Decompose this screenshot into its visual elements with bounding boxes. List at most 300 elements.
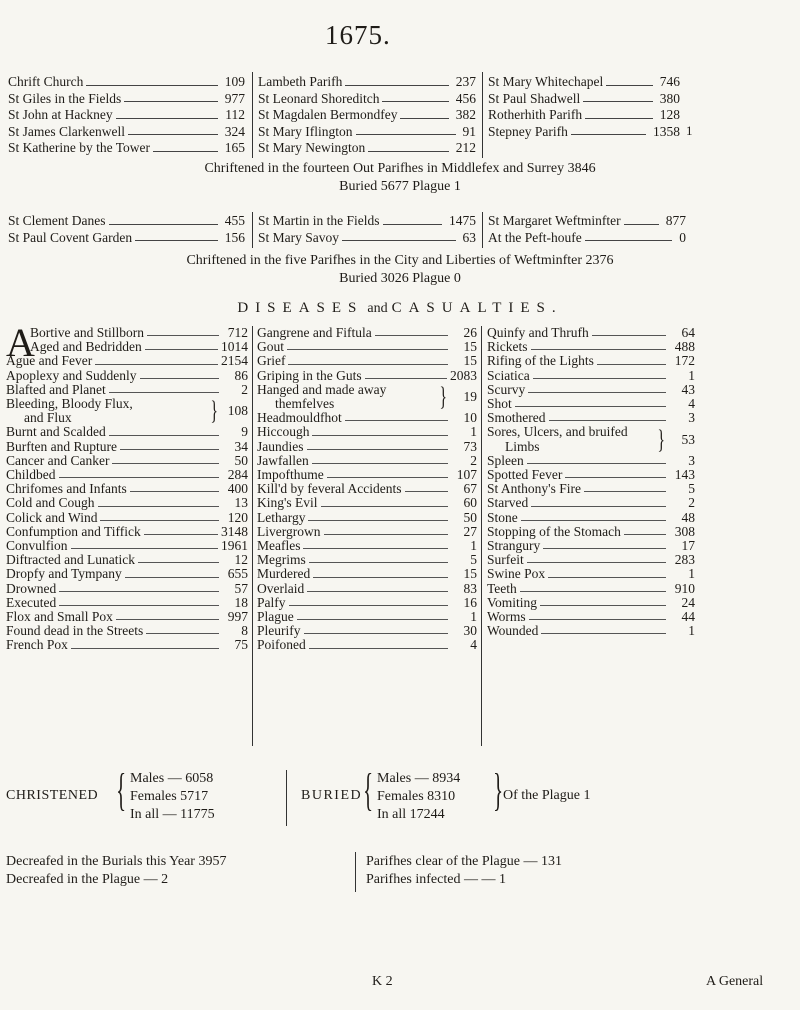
disease-row [6,425,248,439]
disease-row [6,638,248,652]
disease-value: 12 [234,552,248,568]
disease-value: 400 [227,481,248,497]
disease-row [257,525,477,539]
leader-dash [297,619,448,620]
parish-row [8,124,245,141]
parish-row [258,124,476,141]
leader-dash [375,335,448,336]
disease-row [487,369,695,383]
disease-value: 19 [463,389,477,405]
drop-cap: A [6,320,35,365]
year-heading: 1675. [325,20,391,50]
divider [482,72,483,158]
buried-all: In all 17244 [377,807,445,822]
disease-row [257,440,477,454]
disease-value: 3148 [221,523,248,539]
leader-dash [140,378,220,379]
disease-row [6,582,248,596]
disease-row [257,468,477,482]
parish-value: 63 [462,229,476,245]
disease-name: Rifing of the Lights [487,353,594,369]
christened-males: Males — 6058 [130,771,214,786]
disease-row [487,326,695,340]
disease-name: Burnt and Scalded [6,424,106,440]
disease-name-cont: and Flux [24,410,72,426]
disease-row [257,411,477,425]
disease-name: Overlaid [257,580,305,596]
leader-dash [125,577,219,578]
disease-value: 15 [463,566,477,582]
disease-row [6,567,248,581]
disease-name: King's Evil [257,495,318,511]
disease-row [487,567,695,581]
disease-row [257,326,477,340]
disease-name: Spleen [487,452,524,468]
disease-row [6,340,248,354]
leader-dash [624,213,659,225]
leader-dash [345,74,448,86]
disease-row [6,553,248,567]
disease-row [257,582,477,596]
leader-dash [515,406,666,407]
disease-value: 10 [463,410,477,426]
disease-value: 53 [681,431,695,447]
parish-name: St Paul Covent Garden [8,229,133,245]
disease-name: Stone [487,509,518,525]
disease-name: Convulfion [6,538,68,554]
parish-row [8,74,245,91]
disease-value: 50 [463,509,477,525]
disease-name: Spotted Fever [487,467,563,483]
disease-name: Gangrene and Fiftula [257,325,372,340]
catchword: A General [706,974,764,989]
parish-name: St Mary Savoy [258,229,339,245]
disease-value: 34 [234,438,248,454]
leader-dash [584,491,666,492]
leader-dash [309,562,448,563]
disease-value: 86 [234,367,248,383]
disease-row [6,610,248,624]
disease-name: Griping in the Guts [257,367,362,383]
disease-value: 143 [674,467,695,483]
disease-name: Swine Pox [487,566,546,582]
disease-name: Apoplexy and Suddenly [6,367,137,383]
parish-row [258,213,476,230]
leader-dash [288,364,448,365]
disease-name: Chrifomes and Infants [6,481,127,497]
disease-value: 1 [470,424,477,440]
leader-dash [527,463,666,464]
brace: } [210,396,218,426]
disease-name: Shot [487,396,512,412]
disease-row [6,440,248,454]
parish-value: 382 [455,107,476,122]
parish-row [258,74,476,91]
disease-name: Scurvy [487,381,526,397]
leader-dash [585,230,673,242]
decreased-burials: Decreafed in the Burials this Year 3957 [6,854,227,869]
disease-row [487,340,695,354]
disease-value: 83 [463,580,477,596]
disease-value: 64 [681,325,695,340]
parish-row [8,107,245,124]
disease-row [257,425,477,439]
disease-value: 3 [688,452,695,468]
parish-name: St John at Hackney [8,107,113,122]
disease-name: Surfeit [487,552,524,568]
leader-dash [324,534,449,535]
parish-value: 212 [455,140,476,155]
leader-dash [383,213,443,225]
disease-value: 18 [234,594,248,610]
disease-row [257,511,477,525]
parish-row [488,74,680,91]
stepney-extra: 1 [686,123,693,138]
buried-females: Females 8310 [377,789,456,804]
leader-dash [138,562,219,563]
parish-value: 109 [224,74,245,89]
parish-row [8,140,245,157]
parish-value: 877 [665,213,686,228]
leader-dash [541,633,666,634]
disease-row [6,369,248,383]
parish-value: 156 [224,229,245,245]
disease-name: Lethargy [257,509,306,525]
leader-dash [86,74,217,86]
disease-value: 16 [463,594,477,610]
disease-value: 910 [674,580,695,596]
leader-dash [289,605,449,606]
disease-row [487,525,695,539]
parish-value: 237 [455,74,476,89]
disease-value: 1 [688,566,695,582]
leader-dash [533,378,666,379]
disease-value: 5 [688,481,695,497]
disease-value: 1 [470,609,477,625]
buried-plague: Of the Plague 1 [503,788,591,803]
disease-value: 172 [674,353,695,369]
leader-dash [109,392,219,393]
disease-value: 655 [227,566,248,582]
leader-dash [303,548,448,549]
parish-name: St Paul Shadwell [488,90,581,106]
disease-name: Cold and Cough [6,495,95,511]
diseases-col-3 [487,326,695,638]
divider [286,770,287,826]
parish-row [8,91,245,108]
parish-value: 456 [455,90,476,106]
disease-name: Burften and Rupture [6,438,117,454]
disease-name: Diftracted and Lunatick [6,552,135,568]
disease-row [6,511,248,525]
buried-brace-right: } [493,764,504,815]
parish-value: 324 [224,123,245,139]
disease-row [6,596,248,610]
parishes-clear: Parifhes clear of the Plague — 131 [366,854,562,869]
leader-dash [527,562,666,563]
disease-name: Grief [257,353,286,369]
disease-row [487,539,695,553]
disease-name: Executed [6,594,57,610]
parish-value: 128 [659,107,680,122]
out-parishes-col-3 [488,74,680,140]
parish-name: Chrift Church [8,74,84,89]
parish-value: 91 [462,123,476,139]
disease-value: 488 [674,339,695,355]
parish-value: 977 [224,90,245,106]
disease-name: Jawfallen [257,452,309,468]
disease-name: Found dead in the Streets [6,623,144,639]
disease-value: 712 [227,325,248,340]
disease-value: 5 [470,552,477,568]
leader-dash [95,364,218,365]
brace: } [439,382,447,412]
parish-name: St Magdalen Bermondfey [258,107,398,122]
disease-name: Colick and Wind [6,509,98,525]
disease-name: Stopping of the Stomach [487,523,621,539]
disease-row [6,525,248,539]
leader-dash [309,648,448,649]
disease-name: Livergrown [257,523,321,539]
parish-name: Stepney Parifh [488,123,568,139]
disease-value: 2083 [450,367,477,383]
heading-casualties: CASUALTIES. [391,300,563,316]
leader-dash [144,534,218,535]
disease-row [487,624,695,638]
christened-females: Females 5717 [130,789,209,804]
divider [481,326,482,746]
parish-row [488,230,686,247]
out-parishes-col-1 [8,74,245,157]
disease-value: 48 [681,509,695,525]
christened-label: CHRISTENED [6,788,99,803]
disease-name: Quinfy and Thrufh [487,325,589,340]
disease-row [487,511,695,525]
diseases-col-2 [257,326,477,653]
leader-dash [124,91,217,103]
disease-name: Hanged and made away [257,381,387,397]
leader-dash [109,435,219,436]
disease-row [487,596,695,610]
disease-value: 4 [688,396,695,412]
parish-name: St Martin in the Fields [258,213,380,228]
parish-row [488,213,686,230]
disease-value: 3 [688,410,695,426]
disease-value: 308 [674,523,695,539]
disease-value: 120 [227,509,248,525]
disease-value: 1961 [221,538,248,554]
disease-row [487,468,695,482]
leader-dash [128,124,218,136]
disease-row [487,610,695,624]
leader-dash [146,633,219,634]
disease-row [487,454,695,468]
disease-row [257,539,477,553]
parish-name: St Leonard Shoreditch [258,90,380,106]
disease-row [487,582,695,596]
disease-name: Hiccough [257,424,310,440]
leader-dash [327,477,448,478]
disease-value: 8 [241,623,248,639]
disease-name: Sores, Ulcers, and bruifed [487,424,628,440]
disease-name: Jaundies [257,438,304,454]
christened-all: In all — 11775 [130,807,215,822]
disease-name: French Pox [6,637,68,653]
disease-name: Strangury [487,538,541,554]
leader-dash [548,577,666,578]
parish-name: St Margaret Weftminfter [488,213,621,228]
disease-name: Flox and Small Pox [6,609,113,625]
disease-name: Ague and Fever [6,353,93,369]
leader-dash [405,491,448,492]
disease-row [6,397,248,425]
disease-value: 108 [227,403,248,419]
parish-row [488,124,680,141]
leader-dash [597,364,666,365]
disease-name: Aged and Bedridden [30,339,142,355]
disease-name: Gout [257,339,284,355]
disease-name: Dropfy and Tympany [6,566,122,582]
disease-value: 107 [456,467,477,483]
parish-row [8,213,245,230]
leader-dash [606,74,653,86]
disease-value: 24 [681,594,695,610]
disease-row [257,596,477,610]
leader-dash [365,378,447,379]
disease-value: 15 [463,353,477,369]
leader-dash [112,463,219,464]
disease-name: Confumption and Tiffick [6,523,141,539]
disease-name: Headmouldfhot [257,410,342,426]
disease-name: Blafted and Planet [6,381,106,397]
parish-row [258,140,476,157]
divider [355,852,356,892]
disease-row [487,397,695,411]
leader-dash [59,477,220,478]
disease-value: 284 [227,467,248,483]
disease-value: 1 [470,538,477,554]
parish-value: 112 [225,107,245,122]
disease-name: Cancer and Canker [6,452,110,468]
leader-dash [529,619,666,620]
parish-name: Lambeth Parifh [258,74,343,89]
leader-dash [135,230,218,242]
disease-name: Poifoned [257,637,306,653]
disease-row [257,496,477,510]
disease-value: 60 [463,495,477,511]
parish-value: 0 [679,229,686,245]
parish-value: 380 [659,90,680,106]
disease-row [487,482,695,496]
disease-value: 2 [470,452,477,468]
heading-diseases: DISEASES [237,300,364,316]
parish-name: St Mary Iflington [258,123,353,139]
disease-value: 27 [463,523,477,539]
disease-row [257,624,477,638]
leader-dash [147,335,219,336]
disease-value: 50 [234,452,248,468]
leader-dash [356,124,456,136]
disease-row [487,411,695,425]
disease-value: 283 [674,552,695,568]
parish-name: St Giles in the Fields [8,90,122,106]
disease-value: 73 [463,438,477,454]
disease-name: Rickets [487,339,528,355]
disease-value: 13 [234,495,248,511]
west-buried-line: Buried 3026 Plague 0 [339,271,461,286]
buried-brace-left: { [363,764,374,815]
parish-value: 165 [224,140,245,155]
disease-row [487,553,695,567]
leader-dash [400,107,448,119]
parish-value: 455 [224,213,245,228]
brace: } [657,424,665,454]
disease-value: 67 [463,481,477,497]
disease-value: 75 [234,637,248,653]
disease-value: 17 [681,538,695,554]
disease-value: 4 [470,637,477,653]
disease-value: 26 [463,325,477,340]
leader-dash [304,633,449,634]
parishes-block [366,853,562,889]
leader-dash [116,619,219,620]
signature-mark: K 2 [372,974,393,989]
disease-name: Bortive and Stillborn [30,325,144,340]
leader-dash [307,591,448,592]
leader-dash [308,520,448,521]
leader-dash [540,605,666,606]
disease-name: Murdered [257,566,311,582]
west-christened-line: Chriftened in the five Parifhes in the City and Liberties of Weftminfter 2376 [186,253,614,268]
leader-dash [549,420,667,421]
leader-dash [100,520,219,521]
leader-dash [531,349,667,350]
leader-dash [624,534,666,535]
disease-row [257,383,477,411]
leader-dash [312,463,448,464]
decrease-block [6,853,226,889]
disease-name: Starved [487,495,529,511]
leader-dash [531,506,666,507]
disease-row [6,496,248,510]
parishes-infected: Parifhes infected — — 1 [366,872,506,887]
divider [252,326,253,746]
disease-name: St Anthony's Fire [487,481,581,497]
leader-dash [116,107,219,119]
disease-name: Wounded [487,623,539,639]
leader-dash [313,577,448,578]
disease-name: Vomiting [487,594,538,610]
disease-name: Worms [487,609,526,625]
parish-row [488,107,680,124]
parish-name: St Clement Danes [8,213,106,228]
disease-row [6,624,248,638]
disease-value: 43 [681,381,695,397]
disease-value: 2 [688,495,695,511]
disease-value: 30 [463,623,477,639]
disease-name: Impofthume [257,467,324,483]
divider [252,212,253,248]
disease-value: 9 [241,424,248,440]
leader-dash [571,124,646,136]
parish-name: St James Clarkenwell [8,123,125,139]
disease-row [257,454,477,468]
leader-dash [59,605,219,606]
leader-dash [307,449,449,450]
leader-dash [145,349,218,350]
disease-value: 2 [241,381,248,397]
disease-name-cont: Limbs [505,438,540,454]
